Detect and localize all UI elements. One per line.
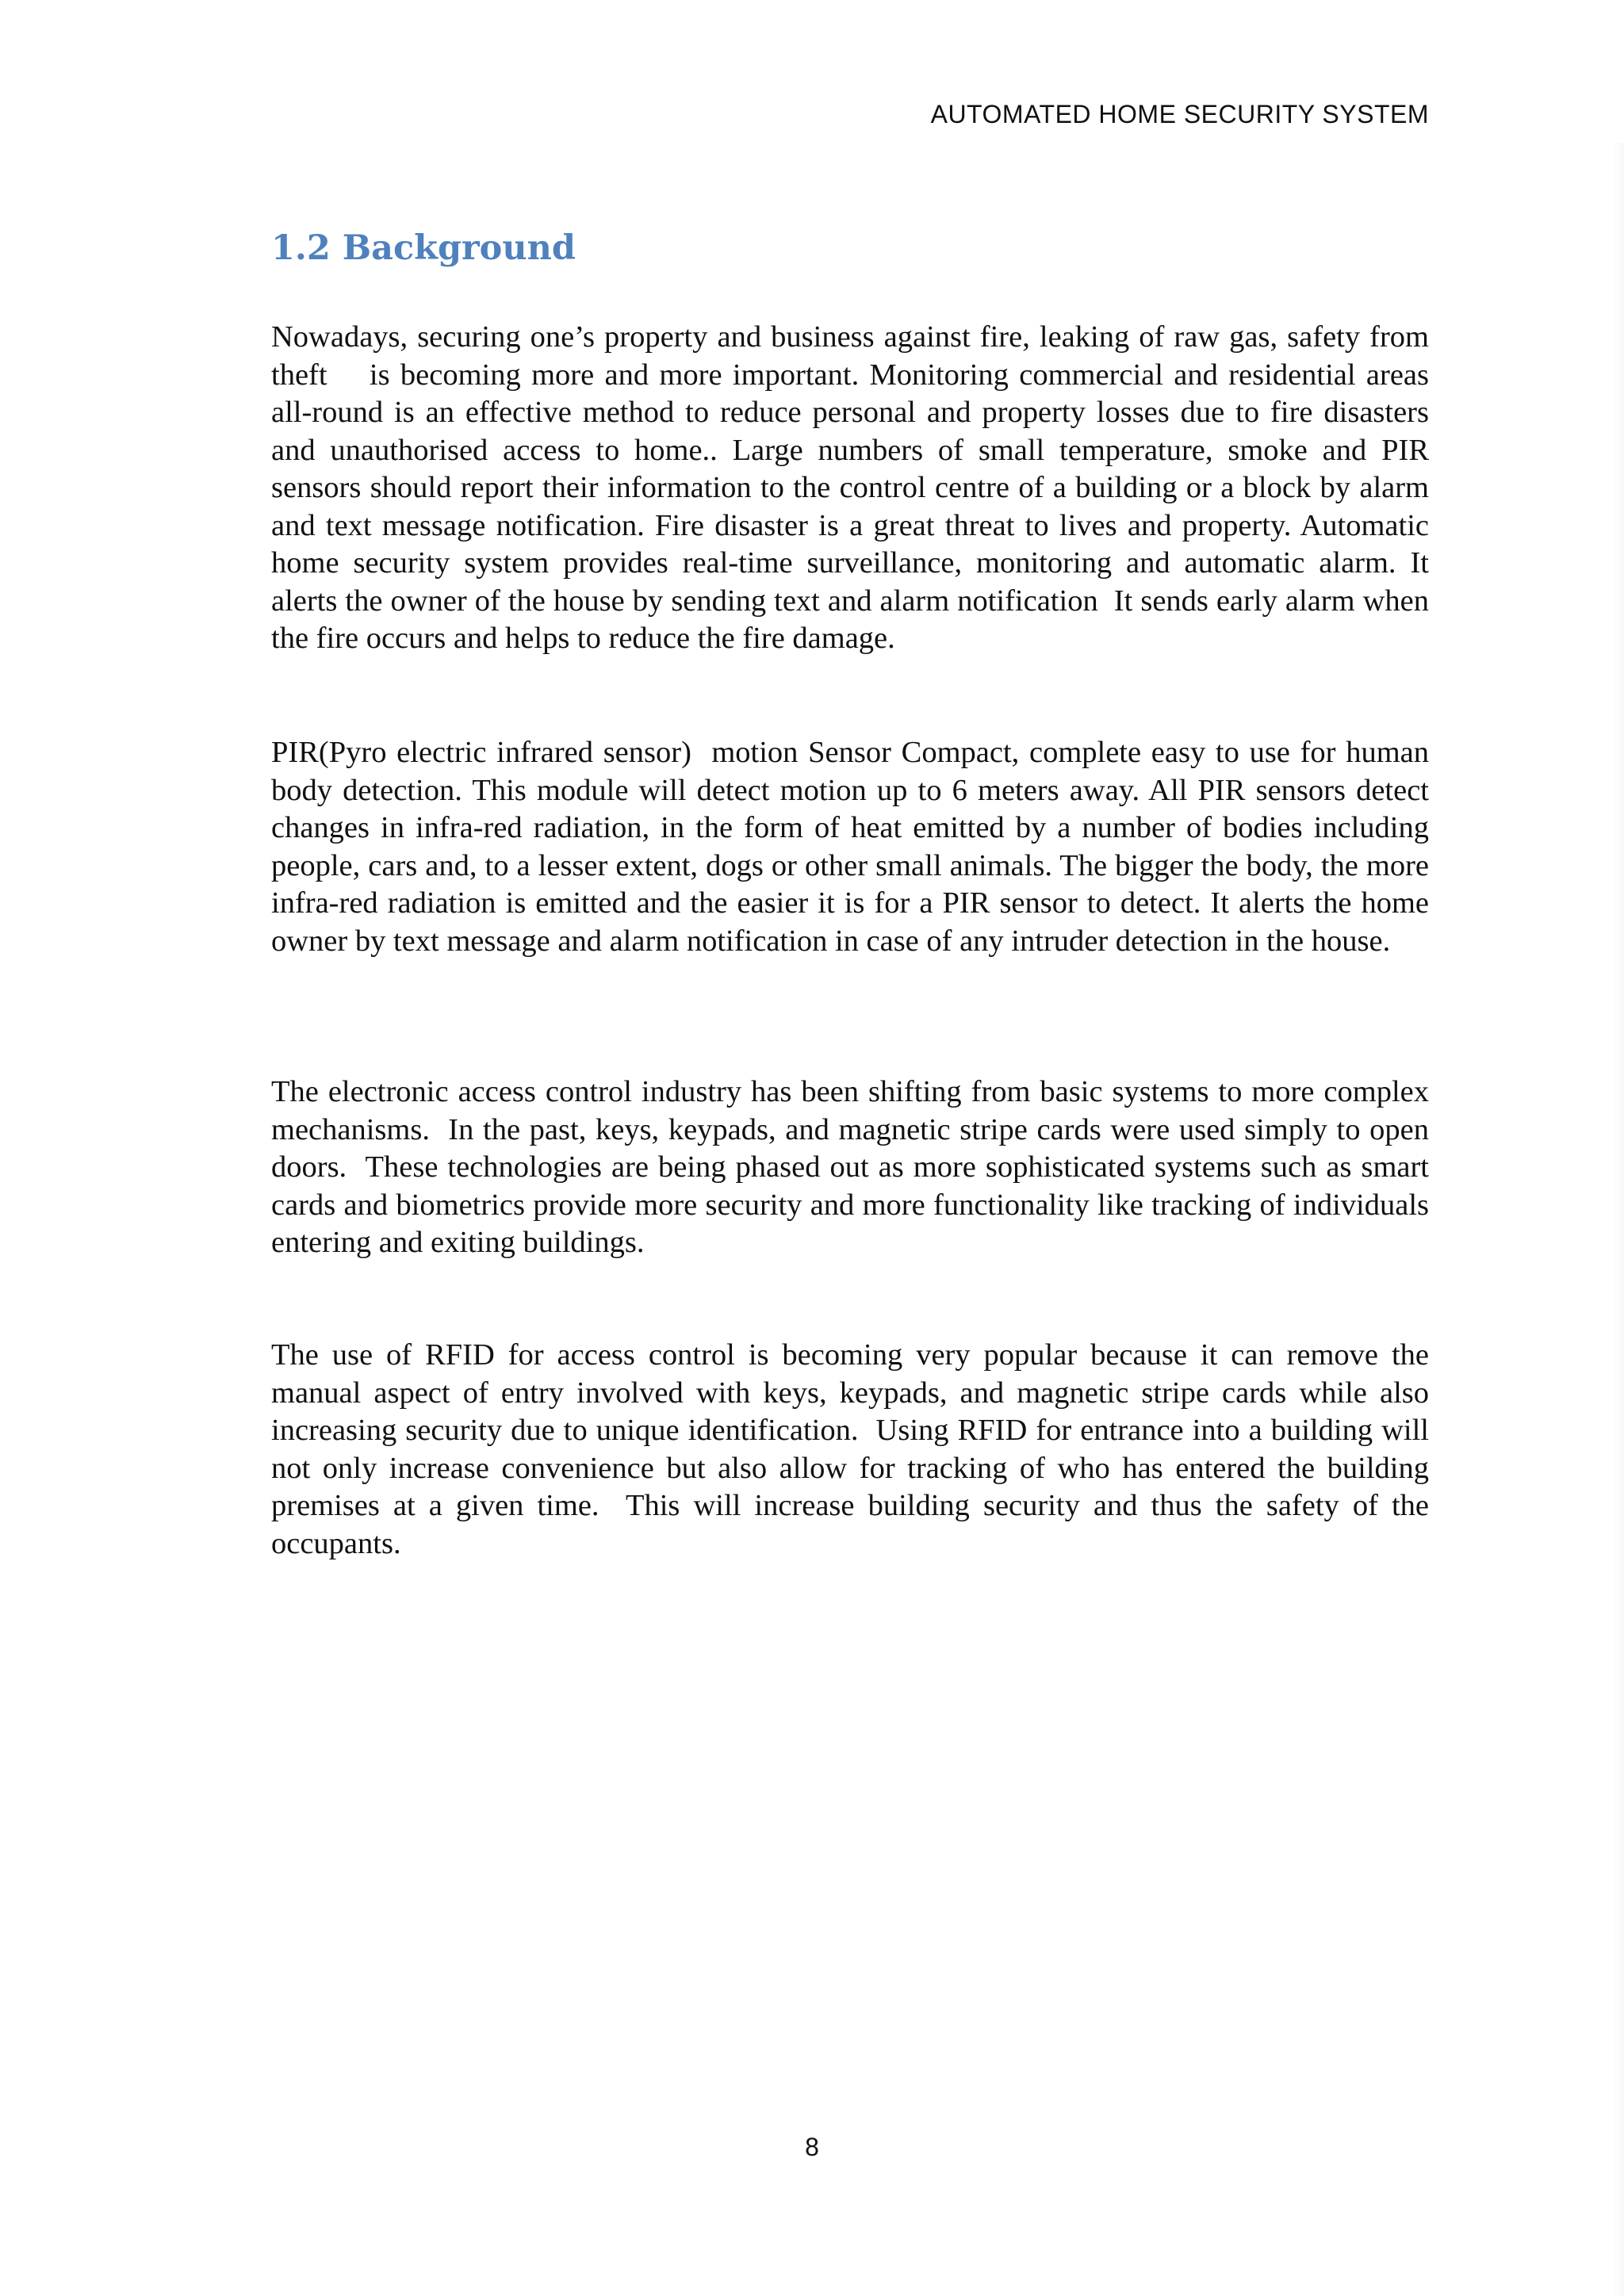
page-edge-shadow — [1613, 143, 1624, 2296]
paragraph-pir-sensor: PIR(Pyro electric infrared sensor) motion Sensor Compact, complete easy to use for human body detection. This module will detect motion up to 6 meters away. All PIR sensors detect changes in infra-red radiation, in the form of heat emitted by a number of bodies including people, cars and, to a lesser extent, dogs or other small animals. The bigger the body, the more infra-red radiation is emitted and the easier it is for a PIR sensor to detect. It alerts the home owner by text message and alarm notification in case of any intruder detection in the house. — [271, 736, 1437, 958]
paragraph-rfid: The use of RFID for access control is becoming very popular because it can remove the manual aspect of entry involved with keys, keypads, and magnetic stripe cards while also increasing security due to unique identification. Using RFID for entrance into a building will not only increase convenience but also allow for tracking of who has entered the building premises at a given time. This will increase building security and thus the safety of the occupants. — [271, 1338, 1437, 1560]
page-number: 8 — [805, 2133, 819, 2161]
section-heading: 1.2 Background — [271, 228, 576, 268]
running-header: AUTOMATED HOME SECURITY SYSTEM — [930, 100, 1429, 128]
paragraph-access-control: The electronic access control industry has been shifting from basic systems to more complex mechanisms. In the past, keys, keypads, and magnetic stripe cards were used simply to open doors. These technologies are being phased out as more sophisticated systems such as smart cards and biometrics provide more security and more functionality like tracking of individuals entering and exiting buildings. — [271, 1075, 1437, 1259]
paragraph-intro: Nowadays, securing one’s property and business against fire, leaking of raw gas, safety from theft is becoming more and more important. Monitoring commercial and residential areas all-round is an effective method to reduce personal and property losses due to fire disasters and unauthorised access to home.. Large numbers of small temperature, smoke and PIR sensors should report their information to the control centre of a building or a block by alarm and text message notification. Fire disaster is a great threat to lives and property. Automatic home security system provides real-time surveillance, monitoring and automatic alarm. It alerts the owner of the house by sending text and alarm notification It sends early alarm when the fire occurs and helps to reduce the fire damage. — [271, 320, 1437, 655]
